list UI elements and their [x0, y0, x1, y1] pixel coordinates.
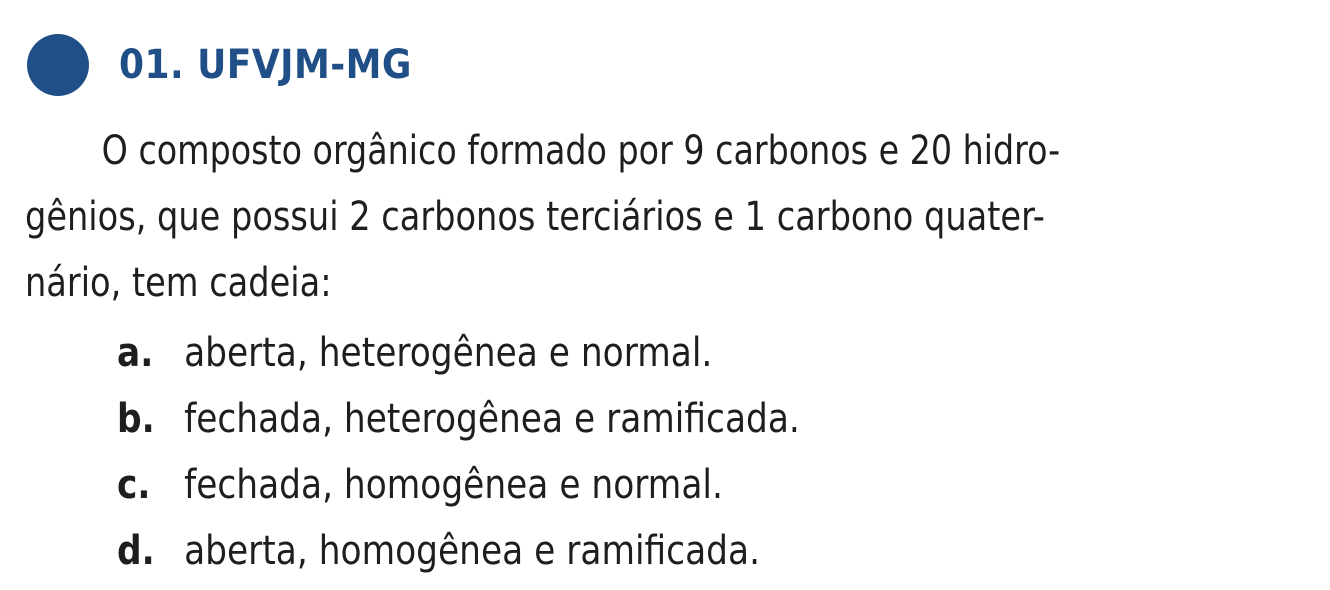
option-text: fechada, homogênea e normal. [184, 462, 723, 508]
stem-line: gênios, que possui 2 carbonos terciários e 1 carbono quater- [25, 194, 1045, 240]
option-letter: b. [117, 396, 155, 442]
stem-line: O composto orgânico formado por 9 carbonos e 20 hidro- [101, 128, 1061, 174]
option-letter: a. [117, 330, 154, 376]
option-letter: c. [117, 462, 151, 508]
option-c[interactable] [117, 452, 800, 518]
circle-bullet-icon [27, 34, 89, 96]
question-header [27, 34, 444, 96]
question-stem [25, 118, 1315, 316]
answer-options [117, 320, 911, 584]
option-text: fechada, heterogênea e ramificada. [184, 396, 800, 442]
option-b[interactable] [117, 386, 800, 452]
stem-line: nário, tem cadeia: [25, 260, 332, 306]
option-a[interactable] [117, 320, 800, 386]
question-number-title: 01. UFVJM-MG [119, 42, 412, 88]
option-text: aberta, heterogênea e normal. [184, 330, 713, 376]
option-text: aberta, homogênea e ramificada. [184, 528, 761, 574]
option-d[interactable] [117, 518, 800, 584]
option-letter: d. [117, 528, 155, 574]
